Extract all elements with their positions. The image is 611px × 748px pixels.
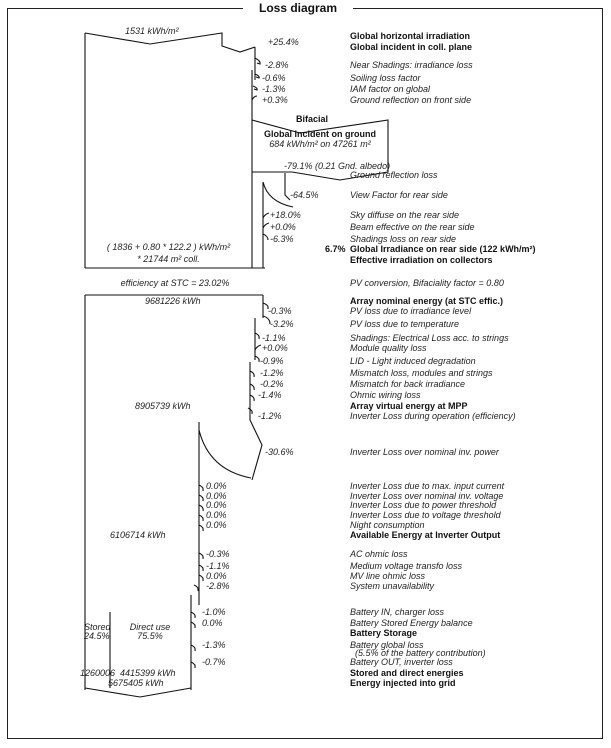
loss-label: System unavailability [350, 581, 435, 591]
loss-label: Ohmic wiring loss [350, 390, 421, 400]
step-label: Ground reflection on front side [350, 95, 472, 105]
battery-bal-label: Battery Stored Energy balance [350, 618, 473, 628]
ground-value: 684 kWh/m² on 47261 m² [269, 139, 371, 149]
battery-bal-pct: 0.0% [202, 618, 223, 628]
step-pct: +25.4% [268, 37, 299, 47]
loss-pct: -1.2% [258, 411, 282, 421]
loss-label: LID - Light induced degradation [350, 356, 476, 366]
effective-area: * 21744 m² coll. [137, 254, 200, 264]
loss-pct: 0.0% [206, 510, 227, 520]
battery-out-label: Battery OUT, inverter loss [350, 657, 453, 667]
beam-pct: +0.0% [270, 222, 296, 232]
step-pct: -0.6% [262, 73, 286, 83]
step-label: Global incident in coll. plane [350, 42, 473, 52]
battery-out-pct: -0.7% [202, 657, 226, 667]
gain-arrow [263, 213, 269, 218]
loss-arrow [263, 234, 268, 240]
albedo-pct: -79.1% (0.21 Gnd. albedo) [284, 161, 391, 171]
stored-pct: 24.5% [84, 631, 110, 641]
stored-direct-label: Stored and direct energies [350, 668, 464, 678]
battery-in-label: Battery IN, charger loss [350, 607, 445, 617]
rear-pct: 6.7% [325, 244, 346, 254]
loss-label: AC ohmic loss [350, 549, 408, 559]
loss-pct: 0.0% [206, 481, 227, 491]
direct-pct: 75.5% [137, 631, 163, 641]
view-factor-arrow [263, 182, 293, 207]
loss-arrow [255, 74, 259, 78]
stored-value: 1260006 [80, 668, 116, 678]
direct-label: Direct use [129, 622, 171, 632]
mpp-value: 8905739 kWh [135, 401, 191, 411]
loss-label: Inverter Loss over nominal inv. power [350, 447, 499, 457]
conversion-label: PV conversion, Bifaciality factor = 0.80 [350, 278, 504, 288]
grid-label: Energy injected into grid [350, 678, 456, 688]
battery-storage-label: Battery Storage [350, 628, 418, 638]
bifacial-header: Bifacial [296, 114, 329, 124]
step-pct: +0.3% [262, 95, 288, 105]
loss-label: Inverter Loss due to max. input current [350, 481, 505, 491]
loss-label: Inverter Loss during operation (efficiency) [350, 411, 516, 421]
loss-pct: 0.0% [206, 520, 227, 530]
effective-label: Effective irradiation on collectors [350, 255, 493, 265]
albedo-label: Ground reflection loss [350, 170, 438, 180]
inv-out-label: Available Energy at Inverter Output [350, 530, 501, 540]
effective-formula: ( 1836 + 0.80 * 122.2 ) kWh/m² [106, 242, 231, 252]
battery-global-note: (5.5% of the battery contribution) [355, 648, 486, 658]
battery-global-pct: -1.3% [202, 640, 226, 650]
shad-label: Shadings loss on rear side [350, 234, 457, 244]
loss-pct: -1.1% [206, 561, 230, 571]
battery-global-label: Battery global loss [350, 640, 424, 650]
stored-label: Stored [84, 622, 111, 632]
efficiency: efficiency at STC = 23.02% [120, 278, 230, 288]
sky-pct: +18.0% [270, 210, 301, 220]
loss-label: Mismatch for back irradiance [350, 379, 466, 389]
grid-value: 5675405 kWh [108, 678, 164, 688]
loss-pct: -0.3% [268, 306, 292, 316]
loss-label: Shadings: Electrical Loss acc. to strings [350, 333, 509, 343]
inv-out-value: 6106714 kWh [110, 530, 166, 540]
loss-arrow [255, 58, 260, 64]
step-label: IAM factor on global [350, 84, 431, 94]
loss-pct: +0.0% [262, 343, 288, 353]
loss-pct: 0.0% [206, 571, 227, 581]
direct-value: 4415399 kWh [120, 668, 176, 678]
loss-label: Inverter Loss due to power threshold [350, 500, 497, 510]
loss-pct: 0.0% [206, 500, 227, 510]
loss-pct: -1.2% [260, 368, 284, 378]
mpp-label: Array virtual energy at MPP [350, 401, 468, 411]
loss-label: Inverter Loss due to voltage threshold [350, 510, 501, 520]
step-label: Soiling loss factor [350, 73, 421, 83]
loss-pct: -3.2% [270, 319, 294, 329]
loss-label: Inverter Loss over nominal inv. voltage [350, 491, 504, 501]
loss-pct: 0.0% [206, 491, 227, 501]
ground-title: Global incident on ground [264, 129, 376, 139]
grid-output-arrow [85, 688, 191, 697]
inverter-loss-arrow [250, 420, 262, 480]
loss-label: Night consumption [350, 520, 425, 530]
loss-pct: -30.6% [265, 447, 294, 457]
beam-label: Beam effective on the rear side [350, 222, 475, 232]
loss-pct: -2.8% [206, 581, 230, 591]
nominal-value: 9681226 kWh [145, 296, 201, 306]
loss-pct: -1.4% [258, 390, 282, 400]
loss-label: Medium voltage transfo loss [350, 561, 463, 571]
loss-pct: -1.1% [262, 333, 286, 343]
step-pct: -2.8% [265, 60, 289, 70]
view-pct: -64.5% [290, 190, 319, 200]
loss-arrow [253, 86, 257, 90]
view-label: View Factor for rear side [350, 190, 448, 200]
rear-label: Global Irradiance on rear side (122 kWh/m²) [350, 244, 536, 254]
step-label: Global horizontal irradiation [350, 31, 471, 41]
loss-label: PV loss due to irradiance level [350, 306, 472, 316]
battery-in-pct: -1.0% [202, 607, 226, 617]
page-title: Loss diagram [243, 0, 353, 16]
nominal-label: Array nominal energy (at STC effic.) [350, 296, 504, 306]
loss-pct: -0.2% [260, 379, 284, 389]
step-pct: -1.3% [262, 84, 286, 94]
gain-arrow [263, 223, 269, 228]
gain-arrow [252, 96, 257, 100]
loss-label: PV loss due to temperature [350, 319, 460, 329]
ghi-value: 1531 kWh/m² [125, 26, 179, 36]
shad-pct: -6.3% [270, 234, 294, 244]
loss-label: Module quality loss [350, 343, 427, 353]
loss-label: Mismatch loss, modules and strings [350, 368, 493, 378]
loss-pct: -0.9% [260, 356, 284, 366]
sky-label: Sky diffuse on the rear side [350, 210, 460, 220]
step-label: Near Shadings: irradiance loss [350, 60, 473, 70]
loss-pct: -0.3% [206, 549, 230, 559]
loss-label: MV line ohmic loss [350, 571, 426, 581]
